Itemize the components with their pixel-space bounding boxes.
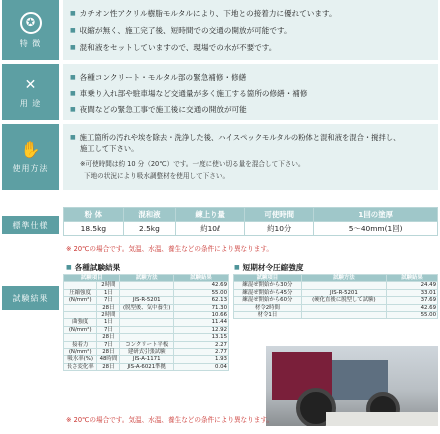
table-cell <box>120 289 174 296</box>
table-cell: 33.01 <box>387 289 438 296</box>
table-cell: 1日 <box>97 319 120 326</box>
table-cell: 建研式引張試験 <box>120 349 174 356</box>
features-label: 特 徴 <box>19 38 42 48</box>
table-cell: JIS-R-5201 <box>301 289 386 296</box>
table-cell: 練混ぜ開始から60分 <box>234 297 302 304</box>
table-cell: 2.27 <box>174 341 229 348</box>
table-cell: 7日 <box>97 326 120 333</box>
table-cell: 42.69 <box>174 282 229 289</box>
table-cell: 曲強度 <box>64 319 97 326</box>
table-cell <box>120 319 174 326</box>
table-cell: 2.5kg <box>123 222 175 236</box>
table-header: 可使時間 <box>245 208 314 222</box>
table-header: 試験結果 <box>174 275 229 282</box>
uses-label: 用 途 <box>19 98 42 108</box>
table-cell: 28日 <box>97 349 120 356</box>
table-cell <box>64 282 97 289</box>
table-cell: 材令1日 <box>234 312 302 319</box>
table-header: 試験方法 <box>301 275 386 282</box>
table-cell: 55.00 <box>387 312 438 319</box>
spec-note: ※ 20℃の場合です。気温、水温、養生などの条件により異なります。 <box>66 245 273 253</box>
table-header: 練上り量 <box>176 208 245 222</box>
table-cell: 28日 <box>97 304 120 311</box>
table-cell <box>64 334 97 341</box>
feature-item: ■ 収縮が無く、施工完了後、短時間での交通の開放が可能です。 <box>70 25 292 37</box>
howto-note: ※可使時間は約 10 分（20℃）です。一度に使い切る量を混合して下さい。 <box>80 160 305 168</box>
table-cell: 11.44 <box>174 319 229 326</box>
table-cell: 長さ変化率 <box>64 363 97 370</box>
table-cell: 約10分 <box>245 222 314 236</box>
table-cell: 10.66 <box>174 312 229 319</box>
table-row <box>64 363 229 370</box>
table-cell: (脱型後、気中養生) <box>120 304 174 311</box>
table-cell: 1.93 <box>174 356 229 363</box>
uses-label-box <box>2 64 59 120</box>
table-cell <box>120 326 174 333</box>
table-row <box>64 275 229 282</box>
table-cell: 圧縮強度 <box>64 289 97 296</box>
table-cell: 48時間 <box>97 356 120 363</box>
table-cell: 2時間 <box>97 312 120 319</box>
table-row <box>234 289 438 296</box>
table-cell: 約10ℓ <box>176 222 245 236</box>
table-cell: 18.5kg <box>64 222 124 236</box>
table-cell: 1日 <box>97 289 120 296</box>
table-row <box>64 297 229 304</box>
table-row <box>234 312 438 319</box>
table-row <box>64 341 229 348</box>
features-label-box <box>2 0 59 60</box>
table-cell: (硬化直後に脱型して試験) <box>301 297 386 304</box>
table-row <box>64 349 229 356</box>
table-cell: コンクリート平板 <box>120 341 174 348</box>
table-row <box>64 304 229 311</box>
table-row <box>64 319 229 326</box>
howto-note: 下地の状況により吸水調整材を使用して下さい。 <box>84 172 230 180</box>
table-cell: 2.77 <box>174 349 229 356</box>
hand-icon: ✋ <box>20 140 41 159</box>
table-cell: 7日 <box>97 297 120 304</box>
table-cell <box>301 304 386 311</box>
table-row <box>234 297 438 304</box>
table-cell: 練混ぜ開始から30分 <box>234 282 302 289</box>
table-row <box>234 304 438 311</box>
truck-photo <box>266 346 438 426</box>
table-cell: 71.30 <box>174 304 229 311</box>
patched-road <box>326 412 438 426</box>
table-cell: 55.00 <box>174 289 229 296</box>
table-row <box>64 312 229 319</box>
howto-line-2: 施工して下さい。 <box>80 144 139 153</box>
table-cell <box>120 334 174 341</box>
table-row <box>234 275 438 282</box>
table-cell: 5〜40mm(1回) <box>314 222 438 236</box>
table-cell <box>64 312 97 319</box>
left-results-title: ■ 各種試験結果 <box>66 262 120 273</box>
table-row <box>64 326 229 333</box>
table-cell: 2時間 <box>97 282 120 289</box>
table-cell: 42.69 <box>387 304 438 311</box>
table-cell <box>120 282 174 289</box>
table-cell: 37.69 <box>387 297 438 304</box>
results-label: 試験結果 <box>2 286 59 310</box>
howto-line: ■ 施工箇所の汚れや埃を除去・洗浄した後、ハイスペックモルタルの粉体と混和液を混合・撹拌し、 <box>70 132 400 144</box>
table-cell <box>64 304 97 311</box>
right-results-title: ■ 短期材令圧縮強度 <box>234 262 303 273</box>
table-header: 試験結果 <box>387 275 438 282</box>
use-item: ■ 車乗り入れ部や駐車場など交通量が多く施工する箇所の修繕・補修 <box>70 88 307 100</box>
table-header: 1回の塗厚 <box>314 208 438 222</box>
table-cell <box>301 312 386 319</box>
table-row <box>64 356 229 363</box>
table-row <box>234 282 438 289</box>
table-cell: JIS-A-1171 <box>120 356 174 363</box>
feature-item: ■ 混和液をセットしていますので、現場での水が不要です。 <box>70 42 276 54</box>
table-cell: 62.13 <box>174 297 229 304</box>
table-cell: 接着力 <box>64 341 97 348</box>
award-icon: ✪ <box>20 12 42 34</box>
table-row <box>64 222 438 236</box>
table-cell: 12.92 <box>174 326 229 333</box>
table-cell: 28日 <box>97 363 120 370</box>
feature-item: ■ カチオン性アクリル樹脂モルタルにより、下地との接着力に優れています。 <box>70 8 337 20</box>
right-results-table <box>233 274 438 319</box>
use-item: ■ 夜間などの緊急工事で施工後に交通の開放が可能 <box>70 104 247 116</box>
table-cell: 0.04 <box>174 363 229 370</box>
use-item: ■ 各種コンクリート・モルタル部の緊急補修・修繕 <box>70 72 246 84</box>
table-cell: 28日 <box>97 334 120 341</box>
table-header: 粉 体 <box>64 208 124 222</box>
table-cell: 7日 <box>97 341 120 348</box>
table-cell: 24.49 <box>387 282 438 289</box>
table-row <box>64 289 229 296</box>
table-cell: (N/mm²) <box>64 349 97 356</box>
table-header: 試験項目 <box>64 275 120 282</box>
table-row <box>64 208 438 222</box>
table-row <box>64 334 229 341</box>
table-header: 試験方法 <box>120 275 174 282</box>
howto-label: 使用方法 <box>12 163 49 173</box>
howto-label-box <box>2 124 59 190</box>
results-note: ※ 20℃の場合です。気温、水温、養生などの条件により異なります。 <box>66 416 273 424</box>
table-row <box>64 282 229 289</box>
table-cell <box>120 312 174 319</box>
spec-table <box>63 207 438 236</box>
tools-icon: ✕ <box>24 76 37 93</box>
table-cell: 練混ぜ開始から45分 <box>234 289 302 296</box>
table-header: 試験項目 <box>234 275 302 282</box>
table-cell: 13.15 <box>174 334 229 341</box>
table-cell: (N/mm²) <box>64 326 97 333</box>
table-cell: (N/mm²) <box>64 297 97 304</box>
left-results-table <box>63 274 229 371</box>
table-cell: 吸水率(%) <box>64 356 97 363</box>
table-cell <box>301 282 386 289</box>
table-cell: JIS-R-5201 <box>120 297 174 304</box>
table-cell: 材令2時間 <box>234 304 302 311</box>
table-cell: JIS-A-6021準拠 <box>120 363 174 370</box>
spec-label: 標準仕様 <box>2 216 59 234</box>
table-header: 混和液 <box>123 208 175 222</box>
